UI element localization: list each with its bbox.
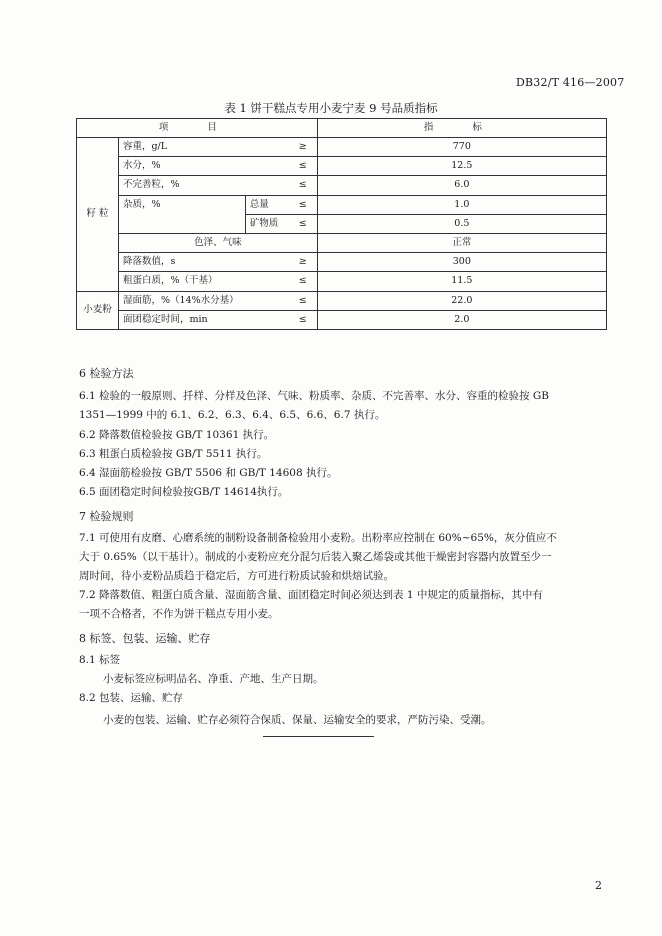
item-value: 正常 — [317, 233, 606, 252]
table-row — [77, 253, 607, 272]
item-name: 降落数值，s ≥ — [118, 253, 317, 272]
end-rule — [263, 736, 374, 737]
section-6-title: 6 检验方法 — [79, 367, 134, 380]
clause-7-1-cont: 周时间，待小麦粉品质趋于稳定后，方可进行粉质试验和烘焙试验。 — [79, 570, 394, 582]
item-name: 面团稳定时间，min ≤ — [118, 310, 317, 329]
quality-spec-table — [76, 118, 607, 330]
item-value: 0.5 — [317, 214, 606, 233]
item-value: 770 — [317, 138, 606, 157]
item-value: 2.0 — [317, 310, 606, 329]
document-id: DB32/T 416—2007 — [516, 76, 625, 89]
section-8-title: 8 标签、包装、运输、贮存 — [79, 632, 211, 645]
table-row — [77, 195, 607, 214]
clause-8-1-text: 小麦标签应标明品名、净重、产地、生产日期。 — [103, 673, 324, 685]
table-row — [77, 233, 607, 252]
section-7-title: 7 检验规则 — [79, 510, 134, 523]
column-header-value: 指 标 — [317, 119, 606, 138]
group-label-flour: 小麦粉 — [77, 291, 119, 329]
item-name: 杂质，% — [118, 195, 245, 233]
group-label-grain: 籽 粒 — [77, 138, 119, 292]
item-name: 粗蛋白质，%（干基） ≤ — [118, 272, 317, 291]
clause-7-1-cont: 大于 0.65%（以干基计）。制成的小麦粉应充分混匀后装入聚乙烯袋或其他干燥密封容器内放置至少一 — [79, 551, 552, 563]
clause-8-1-heading: 8.1 标签 — [79, 654, 121, 666]
clause-6-4: 6.4 湿面筋检验按 GB/T 5506 和 GB/T 14608 执行。 — [79, 467, 338, 479]
item-value: 11.5 — [317, 272, 606, 291]
clause-7-2-cont: 一项不合格者，不作为饼干糕点专用小麦。 — [79, 608, 279, 620]
item-name: 不完善粒，% ≤ — [118, 176, 317, 195]
item-value: 22.0 — [317, 291, 606, 310]
item-name: 色泽、气味 — [118, 233, 317, 252]
column-header-item: 项 目 — [77, 119, 318, 138]
clause-6-1-cont: 1351—1999 中的 6.1、6.2、6.3、6.4、6.5、6.6、6.7 执行。 — [79, 409, 386, 421]
clause-6-3: 6.3 粗蛋白质检验按 GB/T 5511 执行。 — [79, 448, 268, 460]
item-value: 1.0 — [317, 195, 606, 214]
table-caption: 表 1 饼干糕点专用小麦宁麦 9 号品质指标 — [224, 101, 438, 115]
table-row — [77, 157, 607, 176]
clause-8-2-heading: 8.2 包装、运输、贮存 — [79, 692, 184, 704]
clause-7-2: 7.2 降落数值、粗蛋白质含量、湿面筋含量、面团稳定时间必须达到表 1 中规定的质量指标，其中有 — [79, 589, 543, 601]
item-value: 6.0 — [317, 176, 606, 195]
clause-6-1: 6.1 检验的一般原则、扦样、分样及色泽、气味、粉质率、杂质、不完善率、水分、容重的检验按 GB — [79, 390, 549, 402]
table-row — [77, 291, 607, 310]
item-value: 12.5 — [317, 157, 606, 176]
item-name: 湿面筋，%（14%水分基） ≤ — [118, 291, 317, 310]
item-subname: 矿物质 ≤ — [245, 214, 317, 233]
item-subname: 总量 ≤ — [245, 195, 317, 214]
clause-7-1: 7.1 可使用有皮磨、心磨系统的制粉设备制备检验用小麦粉。出粉率应控制在 60%~65%，灰分值应不 — [79, 532, 557, 544]
table-header-row — [77, 119, 607, 138]
clause-8-2-text: 小麦的包装、运输、贮存必须符合保质、保量、运输安全的要求，严防污染、受潮。 — [103, 714, 492, 726]
clause-6-2: 6.2 降落数值检验按 GB/T 10361 执行。 — [79, 429, 275, 441]
page-number: 2 — [595, 879, 602, 892]
item-value: 300 — [317, 253, 606, 272]
table-row — [77, 272, 607, 291]
table-row — [77, 310, 607, 329]
clause-6-5: 6.5 面团稳定时间检验按GB/T 14614执行。 — [79, 486, 289, 498]
item-name: 水分，% ≤ — [118, 157, 317, 176]
table-row — [77, 176, 607, 195]
table-row — [77, 138, 607, 157]
item-name: 容重，g/L ≥ — [118, 138, 317, 157]
